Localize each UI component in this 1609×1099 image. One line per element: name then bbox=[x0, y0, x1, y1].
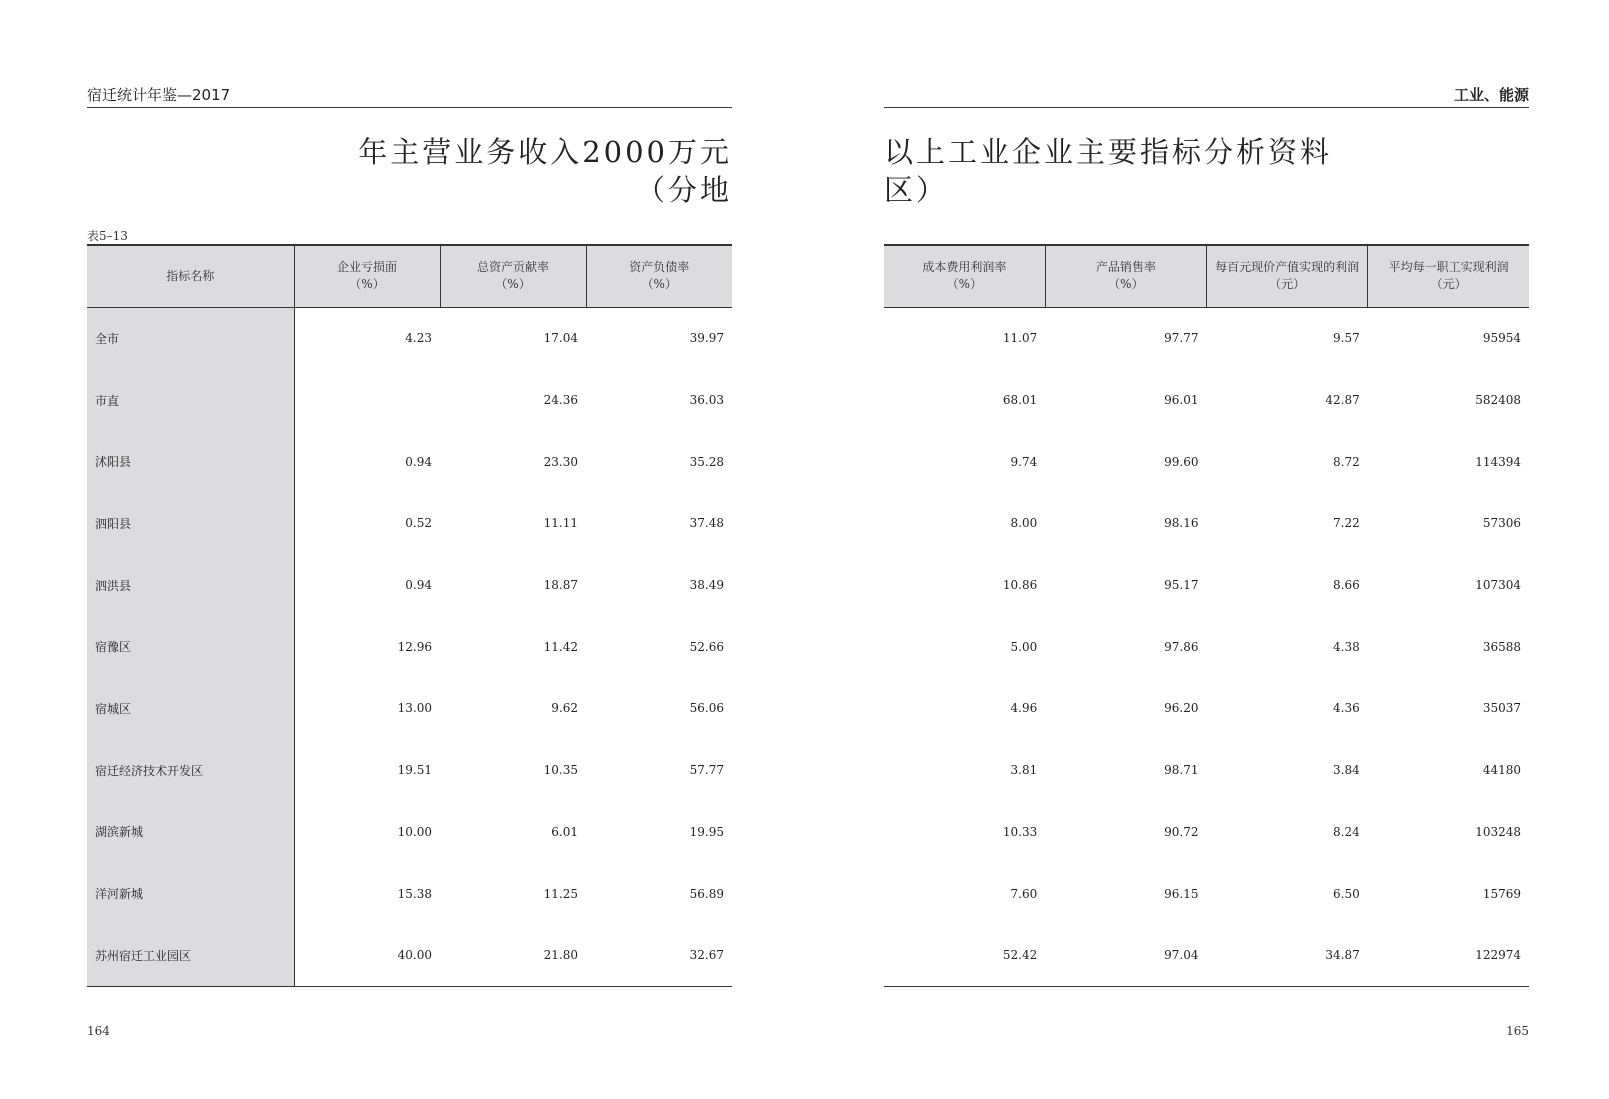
value-cell: 114394 bbox=[1475, 454, 1521, 469]
value-cell: 36588 bbox=[1482, 639, 1521, 654]
value-cell: 8.00 bbox=[1010, 516, 1038, 531]
column-header-unit: （%） bbox=[495, 277, 531, 292]
value-cell: 42.87 bbox=[1325, 393, 1360, 408]
column-header-unit: （元） bbox=[1430, 277, 1467, 292]
value-cell: 10.35 bbox=[543, 763, 578, 778]
region-name-cell: 湖滨新城 bbox=[87, 801, 294, 863]
column-header-label: 产品销售率 bbox=[1095, 260, 1156, 275]
value-cell: 4.36 bbox=[1333, 701, 1360, 716]
value-cell: 36.03 bbox=[689, 393, 724, 408]
value-cell: 98.71 bbox=[1164, 763, 1199, 778]
value-cell: 8.72 bbox=[1333, 454, 1360, 469]
column-header-label: 资产负债率 bbox=[629, 260, 690, 275]
page-number-left: 164 bbox=[87, 1024, 110, 1038]
value-cell: 19.95 bbox=[689, 824, 724, 839]
value-cell: 95.17 bbox=[1164, 578, 1199, 593]
value-cell: 3.81 bbox=[1010, 763, 1038, 778]
title-right-line2: 区） bbox=[884, 173, 949, 207]
table-row bbox=[87, 307, 732, 369]
value-cell: 8.24 bbox=[1333, 824, 1360, 839]
table-row bbox=[884, 616, 1529, 678]
table-row bbox=[87, 431, 732, 493]
region-name-cell: 泗洪县 bbox=[87, 554, 294, 616]
value-cell: 97.86 bbox=[1164, 639, 1199, 654]
value-cell: 11.07 bbox=[1002, 331, 1038, 346]
value-cell: 24.36 bbox=[543, 393, 578, 408]
region-name-cell: 苏州宿迁工业园区 bbox=[87, 924, 294, 986]
value-cell: 0.52 bbox=[405, 516, 432, 531]
region-name-cell: 宿城区 bbox=[87, 678, 294, 740]
column-header bbox=[87, 245, 294, 307]
value-cell: 52.42 bbox=[884, 924, 1045, 986]
indicator-table-left bbox=[87, 244, 732, 987]
value-cell: 19.51 bbox=[397, 763, 432, 778]
column-header bbox=[294, 245, 440, 307]
table-body-right bbox=[884, 307, 1529, 987]
region-name-cell: 泗阳县 bbox=[87, 493, 294, 555]
value-cell: 7.60 bbox=[1010, 886, 1038, 901]
table-number: 表5–13 bbox=[87, 229, 128, 243]
table-row bbox=[87, 739, 732, 801]
table-row bbox=[884, 493, 1529, 555]
value-cell: 44180 bbox=[1482, 763, 1521, 778]
column-header-label: 平均每一职工实现利润 bbox=[1388, 260, 1509, 275]
table-row bbox=[884, 431, 1529, 493]
value-cell: 107304 bbox=[1475, 578, 1521, 593]
value-cell: 40.00 bbox=[294, 924, 440, 986]
running-head-yearbook: 宿迁统计年鉴—2017 bbox=[87, 84, 732, 108]
value-cell: 99.60 bbox=[1164, 454, 1199, 469]
table-row bbox=[884, 801, 1529, 863]
value-cell: 15.38 bbox=[397, 886, 432, 901]
table-row bbox=[884, 739, 1529, 801]
value-cell: 37.48 bbox=[689, 516, 724, 531]
column-header bbox=[440, 245, 586, 307]
value-cell: 32.67 bbox=[586, 924, 732, 986]
value-cell: 11.11 bbox=[543, 516, 578, 531]
value-cell: 8.66 bbox=[1333, 578, 1360, 593]
column-header bbox=[1045, 245, 1206, 307]
title-left-line2: （分地 bbox=[635, 173, 732, 207]
value-cell: 97.77 bbox=[1164, 331, 1199, 346]
value-cell: 4.38 bbox=[1333, 639, 1360, 654]
column-header-label: 每百元现价产值实现的利润 bbox=[1215, 260, 1360, 275]
column-header-unit: （%） bbox=[641, 277, 677, 292]
table-header-row bbox=[87, 245, 732, 307]
value-cell: 7.22 bbox=[1333, 516, 1360, 531]
value-cell: 57.77 bbox=[689, 763, 724, 778]
table-row bbox=[884, 307, 1529, 369]
value-cell: 0.94 bbox=[405, 454, 432, 469]
value-cell: 9.62 bbox=[551, 701, 578, 716]
column-header-unit: （元） bbox=[1269, 277, 1306, 292]
value-cell: 15769 bbox=[1482, 886, 1521, 901]
table-row bbox=[87, 616, 732, 678]
value-cell: 9.74 bbox=[1010, 454, 1038, 469]
page-number-right: 165 bbox=[1506, 1024, 1529, 1038]
value-cell: 98.16 bbox=[1164, 516, 1199, 531]
value-cell: 10.86 bbox=[1002, 578, 1038, 593]
region-name-cell: 宿豫区 bbox=[87, 616, 294, 678]
value-cell: 96.15 bbox=[1164, 886, 1199, 901]
column-header bbox=[586, 245, 732, 307]
value-cell: 0.94 bbox=[405, 578, 432, 593]
indicator-table-right bbox=[884, 244, 1529, 987]
table-row bbox=[87, 554, 732, 616]
value-cell: 35037 bbox=[1482, 701, 1521, 716]
right-page bbox=[884, 0, 1529, 1099]
table-row bbox=[87, 863, 732, 925]
value-cell: 34.87 bbox=[1207, 924, 1368, 986]
value-cell: 68.01 bbox=[1002, 393, 1038, 408]
region-name-cell: 沭阳县 bbox=[87, 431, 294, 493]
region-name-cell: 市直 bbox=[87, 369, 294, 431]
value-cell: 90.72 bbox=[1164, 824, 1199, 839]
value-cell: 122974 bbox=[1368, 924, 1529, 986]
value-cell: 582408 bbox=[1475, 393, 1521, 408]
value-cell bbox=[294, 369, 440, 431]
value-cell: 35.28 bbox=[689, 454, 724, 469]
value-cell: 56.06 bbox=[689, 701, 724, 716]
left-page bbox=[87, 0, 732, 1099]
table-row bbox=[884, 369, 1529, 431]
value-cell: 6.01 bbox=[551, 824, 578, 839]
table-row bbox=[884, 924, 1529, 986]
table-row bbox=[884, 554, 1529, 616]
value-cell: 95954 bbox=[1482, 331, 1521, 346]
value-cell: 38.49 bbox=[689, 578, 724, 593]
region-name-cell: 全市 bbox=[87, 307, 294, 369]
table-row bbox=[884, 863, 1529, 925]
column-header-label: 企业亏损面 bbox=[336, 260, 397, 275]
value-cell: 3.84 bbox=[1333, 763, 1360, 778]
value-cell: 4.96 bbox=[1010, 701, 1038, 716]
value-cell: 10.00 bbox=[397, 824, 432, 839]
value-cell: 56.89 bbox=[689, 886, 724, 901]
column-header-unit: （%） bbox=[946, 277, 983, 292]
value-cell: 10.33 bbox=[1002, 824, 1038, 839]
value-cell: 17.04 bbox=[543, 331, 578, 346]
column-header-label: 成本费用利润率 bbox=[922, 260, 1007, 275]
value-cell: 6.50 bbox=[1333, 886, 1360, 901]
value-cell: 21.80 bbox=[440, 924, 586, 986]
value-cell: 39.97 bbox=[689, 331, 724, 346]
title-right-line1: 以上工业企业主要指标分析资料 bbox=[884, 135, 1333, 169]
title-left-line1: 年主营业务收入2000万元 bbox=[358, 135, 732, 169]
value-cell: 13.00 bbox=[397, 701, 432, 716]
column-header bbox=[1207, 245, 1368, 307]
value-cell: 103248 bbox=[1475, 824, 1521, 839]
value-cell: 52.66 bbox=[689, 639, 724, 654]
table-body-left bbox=[87, 307, 732, 987]
value-cell: 11.42 bbox=[543, 639, 578, 654]
value-cell: 23.30 bbox=[543, 454, 578, 469]
region-name-cell: 洋河新城 bbox=[87, 863, 294, 925]
value-cell: 4.23 bbox=[405, 331, 432, 346]
column-header bbox=[884, 245, 1045, 307]
table-row bbox=[87, 369, 732, 431]
table-row bbox=[87, 493, 732, 555]
table-title-left bbox=[358, 133, 732, 209]
table-row bbox=[87, 801, 732, 863]
column-header-unit: （%） bbox=[349, 277, 385, 292]
table-row bbox=[87, 678, 732, 740]
table-header-row bbox=[884, 245, 1529, 307]
value-cell: 5.00 bbox=[1010, 639, 1038, 654]
value-cell: 57306 bbox=[1482, 516, 1521, 531]
region-name-cell: 宿迁经济技术开发区 bbox=[87, 739, 294, 801]
value-cell: 96.20 bbox=[1164, 701, 1199, 716]
value-cell: 9.57 bbox=[1333, 331, 1360, 346]
table-title-right bbox=[884, 133, 1332, 209]
table-row bbox=[87, 924, 732, 986]
running-head-section: 工业、能源 bbox=[884, 84, 1529, 108]
value-cell: 12.96 bbox=[397, 639, 432, 654]
value-cell: 96.01 bbox=[1164, 393, 1199, 408]
value-cell: 97.04 bbox=[1045, 924, 1206, 986]
column-header bbox=[1368, 245, 1529, 307]
value-cell: 18.87 bbox=[543, 578, 578, 593]
column-header-label: 指标名称 bbox=[166, 268, 215, 283]
column-header-unit: （%） bbox=[1108, 277, 1144, 292]
table-row bbox=[884, 678, 1529, 740]
column-header-label: 总资产贡献率 bbox=[476, 260, 549, 275]
value-cell: 11.25 bbox=[543, 886, 578, 901]
